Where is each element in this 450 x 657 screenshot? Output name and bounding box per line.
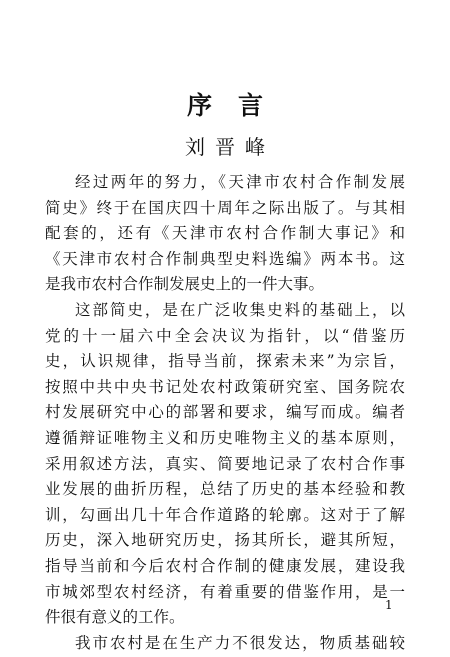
- text-line: 件很有意义的工作。: [45, 608, 185, 627]
- text-line: 训，勾画出几十年合作道路的轮廓。这对于了解: [45, 505, 405, 524]
- text-line: 遵循辩证唯物主义和历史唯物主义的基本原则，: [45, 428, 405, 447]
- text-line: 业发展的曲折历程，总结了历史的基本经验和教: [45, 480, 405, 499]
- body-text: [45, 170, 405, 656]
- text-line: 是我市农村合作制发展史上的一件大事。: [45, 275, 325, 294]
- text-line: 指导当前和今后农村合作制的健康发展，建设我: [45, 556, 405, 575]
- text-line: 我市农村是在生产力不很发达，物质基础较: [75, 633, 405, 652]
- text-line: 《天津市农村合作制典型史料选编》两本书。这: [45, 249, 405, 268]
- page-number: 1: [385, 598, 393, 612]
- text-line: 村发展研究中心的部署和要求，编写而成。编者: [45, 403, 405, 422]
- text-line: 简史》终于在国庆四十周年之际出版了。与其相: [45, 198, 405, 217]
- text-line: 采用叙述方法，真实、简要地记录了农村合作事: [45, 454, 405, 473]
- text-line: 党的十一届六中全会决议为指针，以“借鉴历: [45, 326, 405, 345]
- text-line: 按照中共中央书记处农村政策研究室、国务院农: [45, 377, 405, 396]
- text-line: 市城郊型农村经济，有着重要的借鉴作用，是一: [45, 582, 405, 601]
- text-line: 这部简史，是在广泛收集史料的基础上，以: [75, 300, 405, 319]
- text-line: 配套的，还有《天津市农村合作制大事记》和: [45, 224, 405, 243]
- author-name: 刘晋峰: [185, 135, 275, 159]
- text-line: 历史，深入地研究历史，扬其所长，避其所短，: [45, 531, 405, 550]
- text-line: 经过两年的努力，《天津市农村合作制发展: [75, 173, 405, 191]
- text-line: 史，认识规律，指导当前，探索未来”为宗旨，: [45, 352, 405, 371]
- preface-title: 序言: [186, 91, 289, 120]
